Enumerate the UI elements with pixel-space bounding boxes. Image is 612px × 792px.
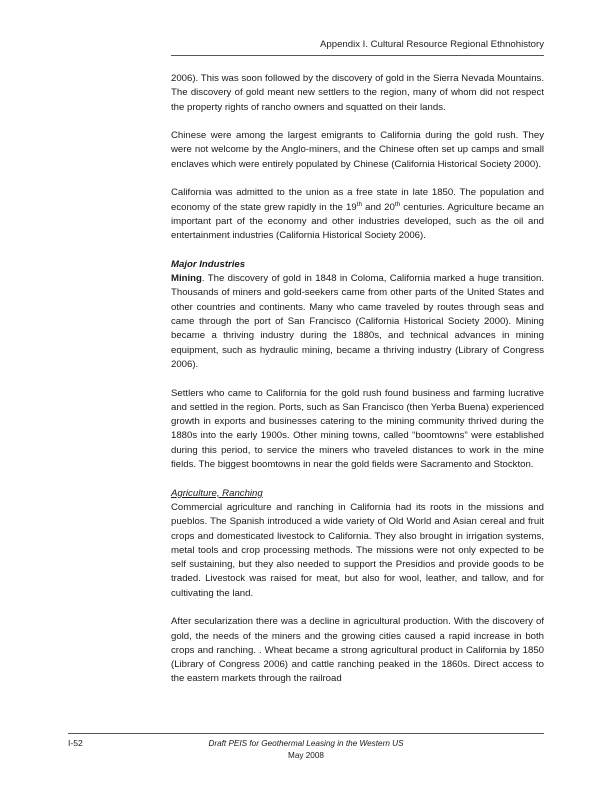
superscript-th-1: th	[356, 200, 363, 208]
header-rule	[171, 55, 544, 56]
paragraph-statehood	[171, 186, 544, 243]
heading-major-industries: Major Industries	[171, 258, 246, 270]
statehood-text-a: California was admitted to the union as a free state in late 1850. The population and economy of the state grew rapidly in the 19	[171, 187, 544, 213]
heading-agriculture-ranching: Agriculture, Ranching	[171, 487, 263, 499]
paragraph-mining	[171, 272, 544, 372]
footer-rule	[68, 733, 544, 734]
header-title: Appendix I. Cultural Resource Regional Ethnohistory	[320, 39, 544, 50]
footer-date: May 2008	[288, 750, 324, 760]
mining-label: Mining	[171, 273, 202, 285]
paragraph-boomtowns: Settlers who came to California for the gold rush found business and farming lucrative and settled in the region. Ports, such as San Francisco (then Yerba Buena) experienced growth in exports and businesses catering to the mining community thrived during the 1880s into the early 1900s. Other mining towns, called “boomtowns” were established during this period, to service the miners who traveled distances to work in the mine fields. The biggest boomtowns in near the gold fields were Sacramento and Stockton.	[171, 387, 544, 471]
statehood-text-b: and 20	[362, 201, 395, 213]
paragraph-agriculture-roots: Commercial agriculture and ranching in California had its roots in the missions and pueblos. The Spanish introduced a wide variety of Old World and Asian cereal and fruit crops and domesticated livestock to California. They also brought in irrigation systems, metal tools and crop processing methods. The missions were not only expected to be self sustaining, but they also needed to support the Presidios and provide goods to be traded. Livestock was raised for meat, but also for wool, leather, and tallow, and for cultivating the land.	[171, 501, 544, 599]
paragraph-secularization: After secularization there was a decline in agricultural production. With the discovery of gold, the needs of the miners and the growing cities caused a rapid increase in both crops and ranching. . Wheat became a strong agricultural product in California by 1850 (Library of Congress 2006) and cattle ranching peaked in the 1860s. Direct access to the eastern markets through the railroad	[171, 616, 544, 685]
paragraph-gold-discovery: 2006). This was soon followed by the discovery of gold in the Sierra Nevada Mountains. The discovery of gold meant new settlers to the region, many of whom did not respect the property rights of rancho owners and squatted on their lands.	[171, 73, 544, 113]
mining-text: . The discovery of gold in 1848 in Coloma, California marked a huge transition. Thousands of miners and gold-seekers came from other parts of the United States and other countries and continents. Many who came traveled by routes through seas and came through the port of San Francisco (California Historical Society 2000). Mining became a thriving industry during the 1880s, and technical advances in mining equipment, such as hydraulic mining, became a thriving industry (Library of Congress 2006).	[171, 273, 544, 370]
document-body	[171, 72, 544, 687]
statehood-text-c: centuries. Agriculture became an important part of the economy and other industries developed, such as the oil and entertainment industries (California Historical Society 2006).	[171, 201, 544, 242]
paragraph-chinese-emigrants: Chinese were among the largest emigrants to California during the gold rush. They were not welcome by the Anglo-miners, and the Chinese often set up camps and small enclaves which were entirely populated by Chinese (California Historical Society 2000).	[171, 130, 544, 170]
footer-doc-title: Draft PEIS for Geothermal Leasing in the Western US	[208, 739, 404, 748]
footer-page-number: I-52	[68, 738, 83, 748]
superscript-th-2: th	[394, 200, 401, 208]
page-footer	[0, 738, 612, 761]
